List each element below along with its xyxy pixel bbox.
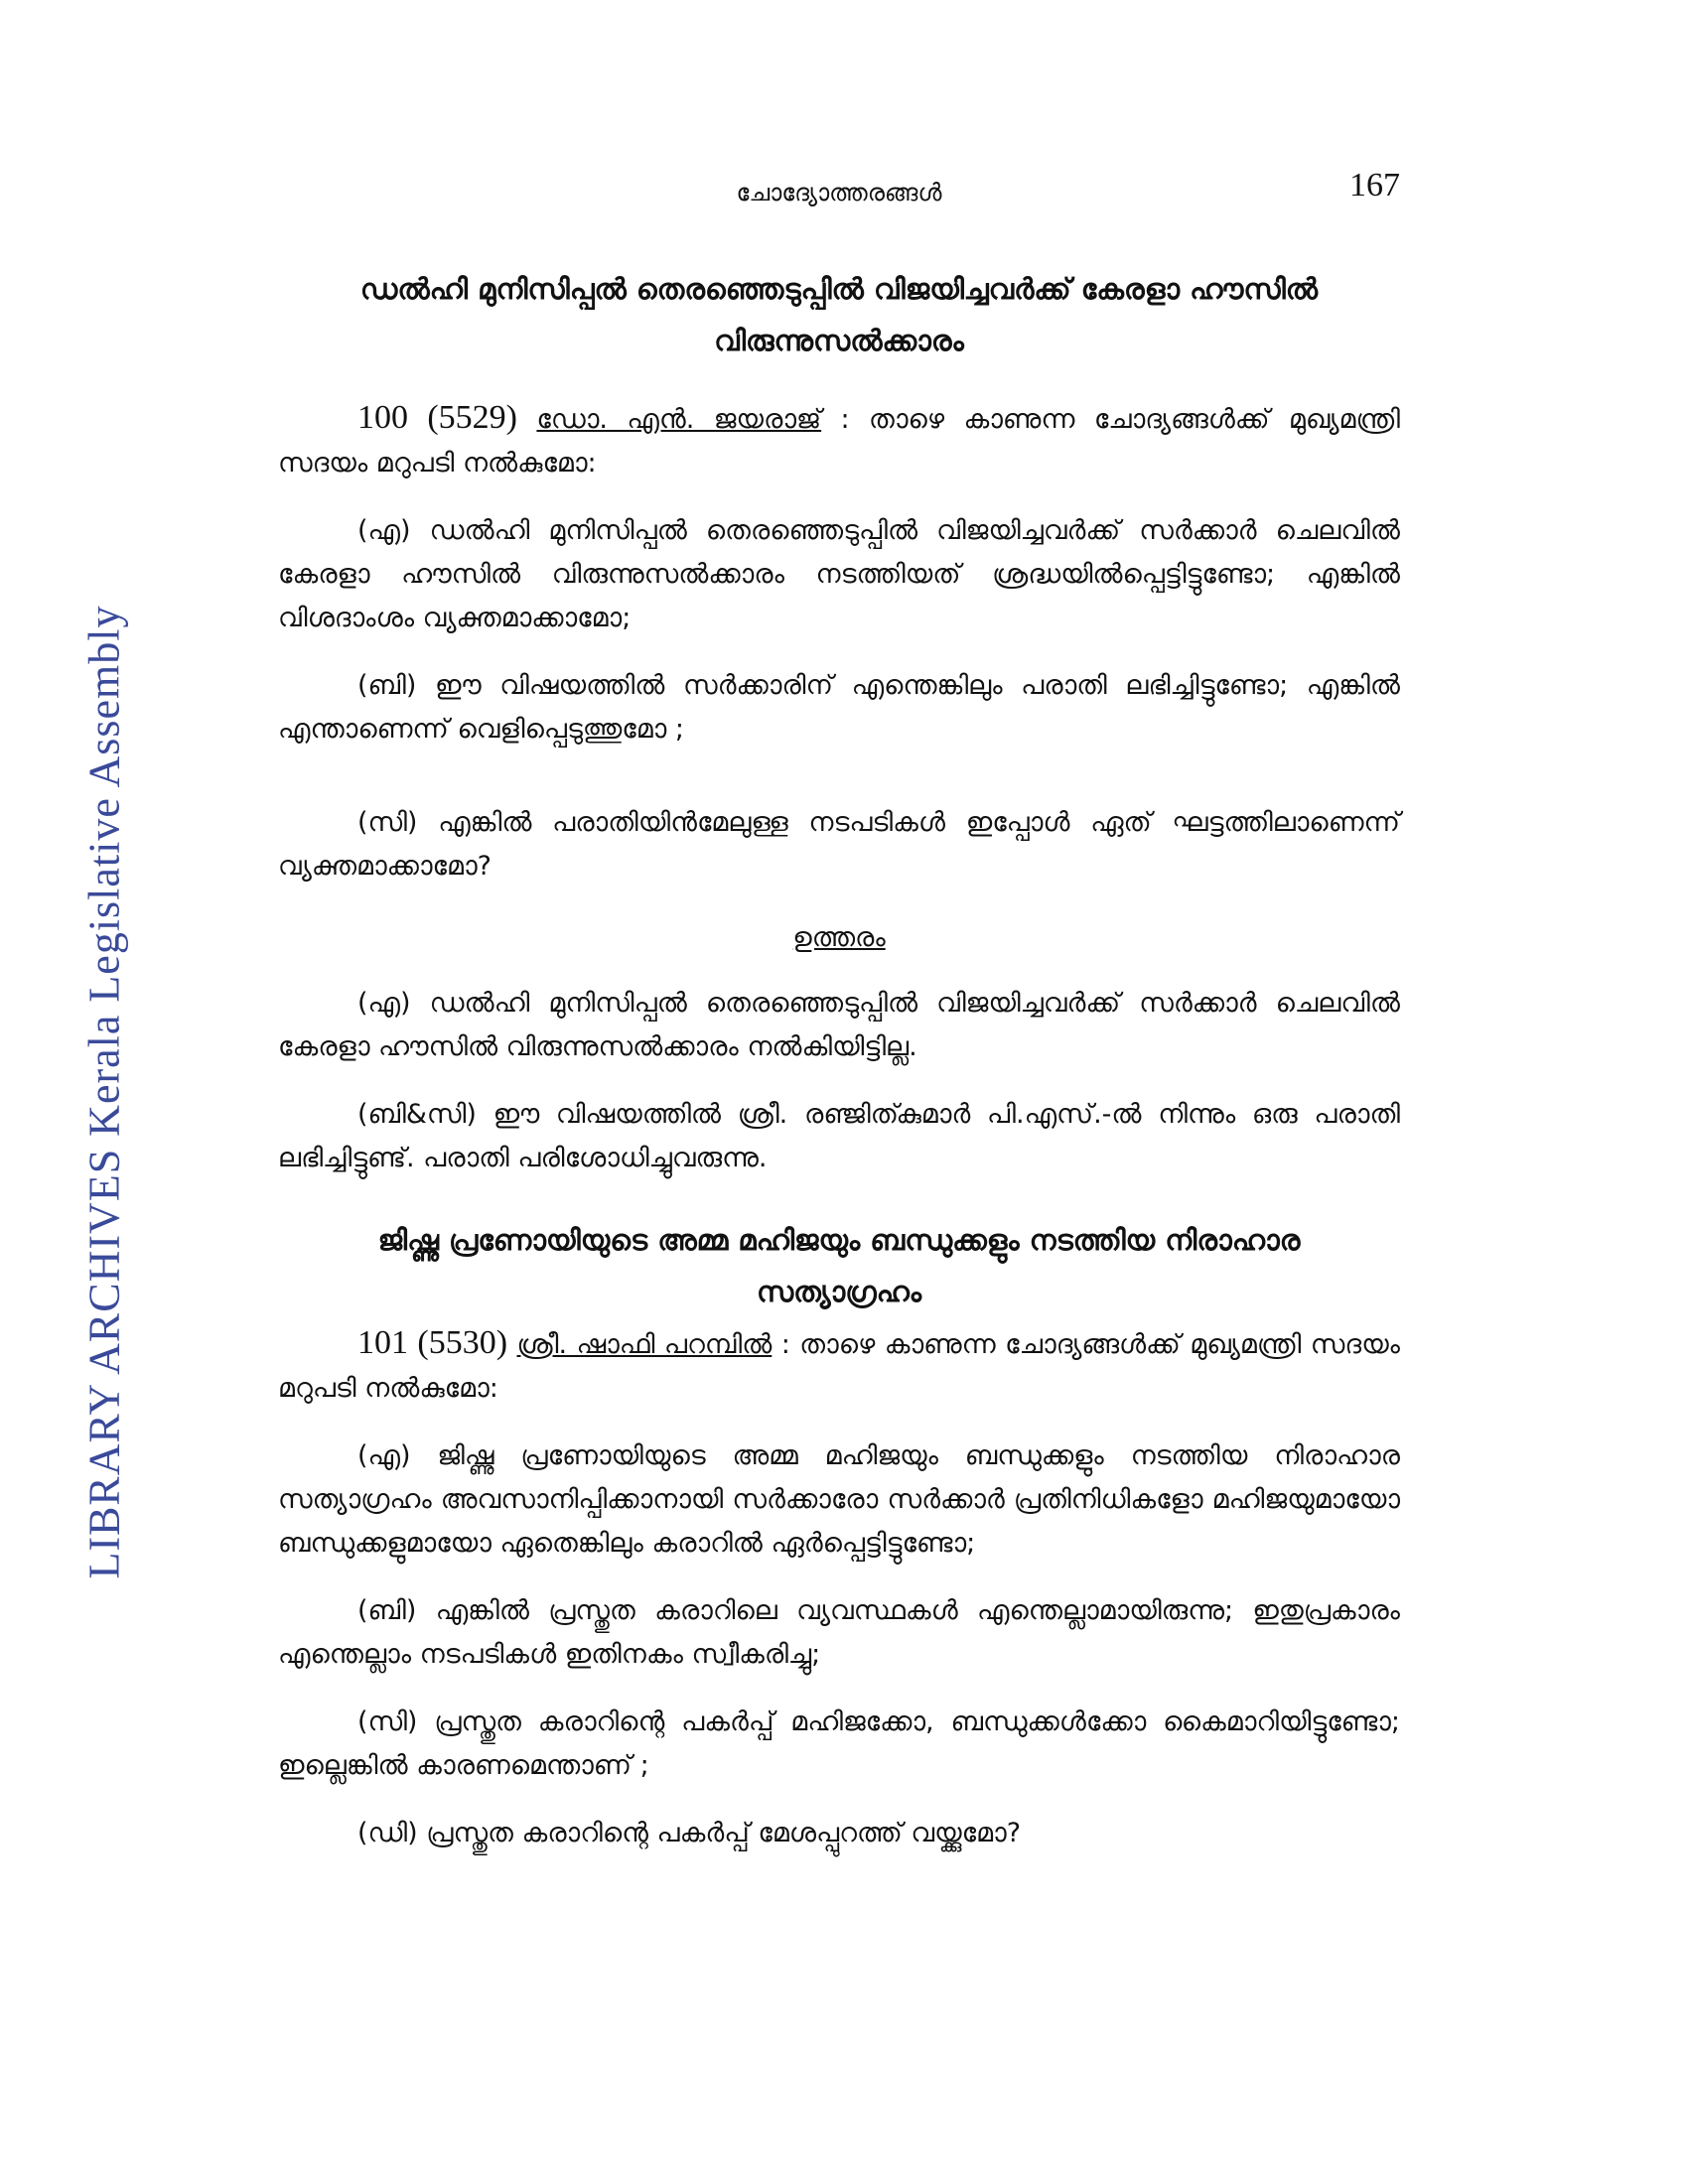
question-100-intro bbox=[278, 396, 1400, 485]
question-100-title: ഡൽഹി മുനിസിപ്പൽ തെരഞ്ഞെടുപ്പിൽ വിജയിച്ചവർക്ക് കേരളാ ഹൗസിൽ വിരുന്നുസൽക്കാരം bbox=[359, 272, 1319, 357]
question-number: 100 (5529) bbox=[357, 399, 517, 436]
question-intro-text: : താഴെ കാണുന്ന ചോദ്യങ്ങൾക്ക് മുഖ്യമന്ത്രി സദയം മറുപടി നൽകുമോ: bbox=[278, 1329, 1400, 1404]
member-name: ശ്രീ. ഷാഫി പറമ്പിൽ bbox=[516, 1329, 773, 1360]
running-head: ചോദ്യോത്തരങ്ങൾ bbox=[736, 179, 942, 206]
answer-100-part-bc: (ബി&സി) ഈ വിഷയത്തിൽ ശ്രീ. രഞ്ജിത്കുമാർ പി.എസ്.-ൽ നിന്നും ഒരു പരാതി ലഭിച്ചിട്ടുണ്ട്. പരാതി പരിശോധിച്ചുവരുന്നു. bbox=[278, 1099, 1400, 1173]
question-101-intro bbox=[278, 1321, 1400, 1411]
question-100-part-c: (സി) എങ്കിൽ പരാതിയിൻമേലുള്ള നടപടികൾ ഇപ്പോൾ ഏത് ഘട്ടത്തിലാണെന്ന് വ്യക്തമാക്കാമോ? bbox=[278, 807, 1400, 882]
answer-heading: ഉത്തരം bbox=[792, 922, 886, 953]
question-number: 101 (5530) bbox=[357, 1324, 508, 1361]
question-101-part-c: (സി) പ്രസ്തുത കരാറിന്റെ പകർപ്പ് മഹിജക്കോ, ബന്ധുക്കൾക്കോ കൈമാറിയിട്ടുണ്ടോ; ഇല്ലെങ്കിൽ കാരണമെന്താണ് ; bbox=[278, 1706, 1400, 1781]
question-100-part-b: (ബി) ഈ വിഷയത്തിൽ സർക്കാരിന് എന്തെങ്കിലും പരാതി ലഭിച്ചിട്ടുണ്ടോ; എങ്കിൽ എന്താണെന്ന് വെളിപ്പെടുത്തുമോ ; bbox=[278, 670, 1400, 745]
question-101-part-b: (ബി) എങ്കിൽ പ്രസ്തുത കരാറിലെ വ്യവസ്ഥകൾ എന്തെല്ലാമായിരുന്നു; ഇതുപ്രകാരം എന്തെല്ലാം നടപടികൾ ഇതിനകം സ്വീകരിച്ചു; bbox=[278, 1595, 1400, 1670]
question-intro-text: : താഴെ കാണുന്ന ചോദ്യങ്ങൾക്ക് മുഖ്യമന്ത്രി സദയം മറുപടി നൽകുമോ: bbox=[278, 404, 1400, 478]
archive-watermark: LIBRARY ARCHIVES Kerala Legislative Assembly bbox=[79, 605, 129, 1579]
answer-100-part-a: (എ) ഡൽഹി മുനിസിപ്പൽ തെരഞ്ഞെടുപ്പിൽ വിജയിച്ചവർക്ക് സർക്കാർ ചെലവിൽ കേരളാ ഹൗസിൽ വിരുന്നുസൽക്കാരം നൽകിയിട്ടില്ല. bbox=[278, 988, 1400, 1062]
question-101-part-a: (എ) ജിഷ്ണു പ്രണോയിയുടെ അമ്മ മഹിജയും ബന്ധുക്കളും നടത്തിയ നിരാഹാര സത്യാഗ്രഹം അവസാനിപ്പിക്കാനായി സർക്കാരോ സർക്കാർ പ്രതിനിധികളോ മഹിജയുമായോ ബന്ധുക്കളുമായോ ഏതെങ്കിലും കരാറിൽ ഏർപ്പെട്ടിട്ടുണ്ടോ; bbox=[278, 1440, 1400, 1559]
question-101-title: ജിഷ്ണു പ്രണോയിയുടെ അമ്മ മഹിജയും ബന്ധുക്കളും നടത്തിയ നിരാഹാര സത്യാഗ്രഹം bbox=[377, 1223, 1301, 1308]
page-content bbox=[278, 263, 1400, 1879]
question-100-part-a: (എ) ഡൽഹി മുനിസിപ്പൽ തെരഞ്ഞെടുപ്പിൽ വിജയിച്ചവർക്ക് സർക്കാർ ചെലവിൽ കേരളാ ഹൗസിൽ വിരുന്നുസൽക്കാരം നടത്തിയത് ശ്രദ്ധയിൽപ്പെട്ടിട്ടുണ്ടോ; എങ്കിൽ വിശദാംശം വ്യക്തമാക്കാമോ; bbox=[278, 515, 1400, 633]
page-header bbox=[278, 167, 1400, 216]
page-number: 167 bbox=[1349, 167, 1400, 204]
member-name: ഡോ. എൻ. ജയരാജ് bbox=[536, 404, 822, 435]
question-101-part-d: (ഡി) പ്രസ്തുത കരാറിന്റെ പകർപ്പ് മേശപ്പുറത്ത് വയ്ക്കുമോ? bbox=[357, 1818, 1022, 1848]
